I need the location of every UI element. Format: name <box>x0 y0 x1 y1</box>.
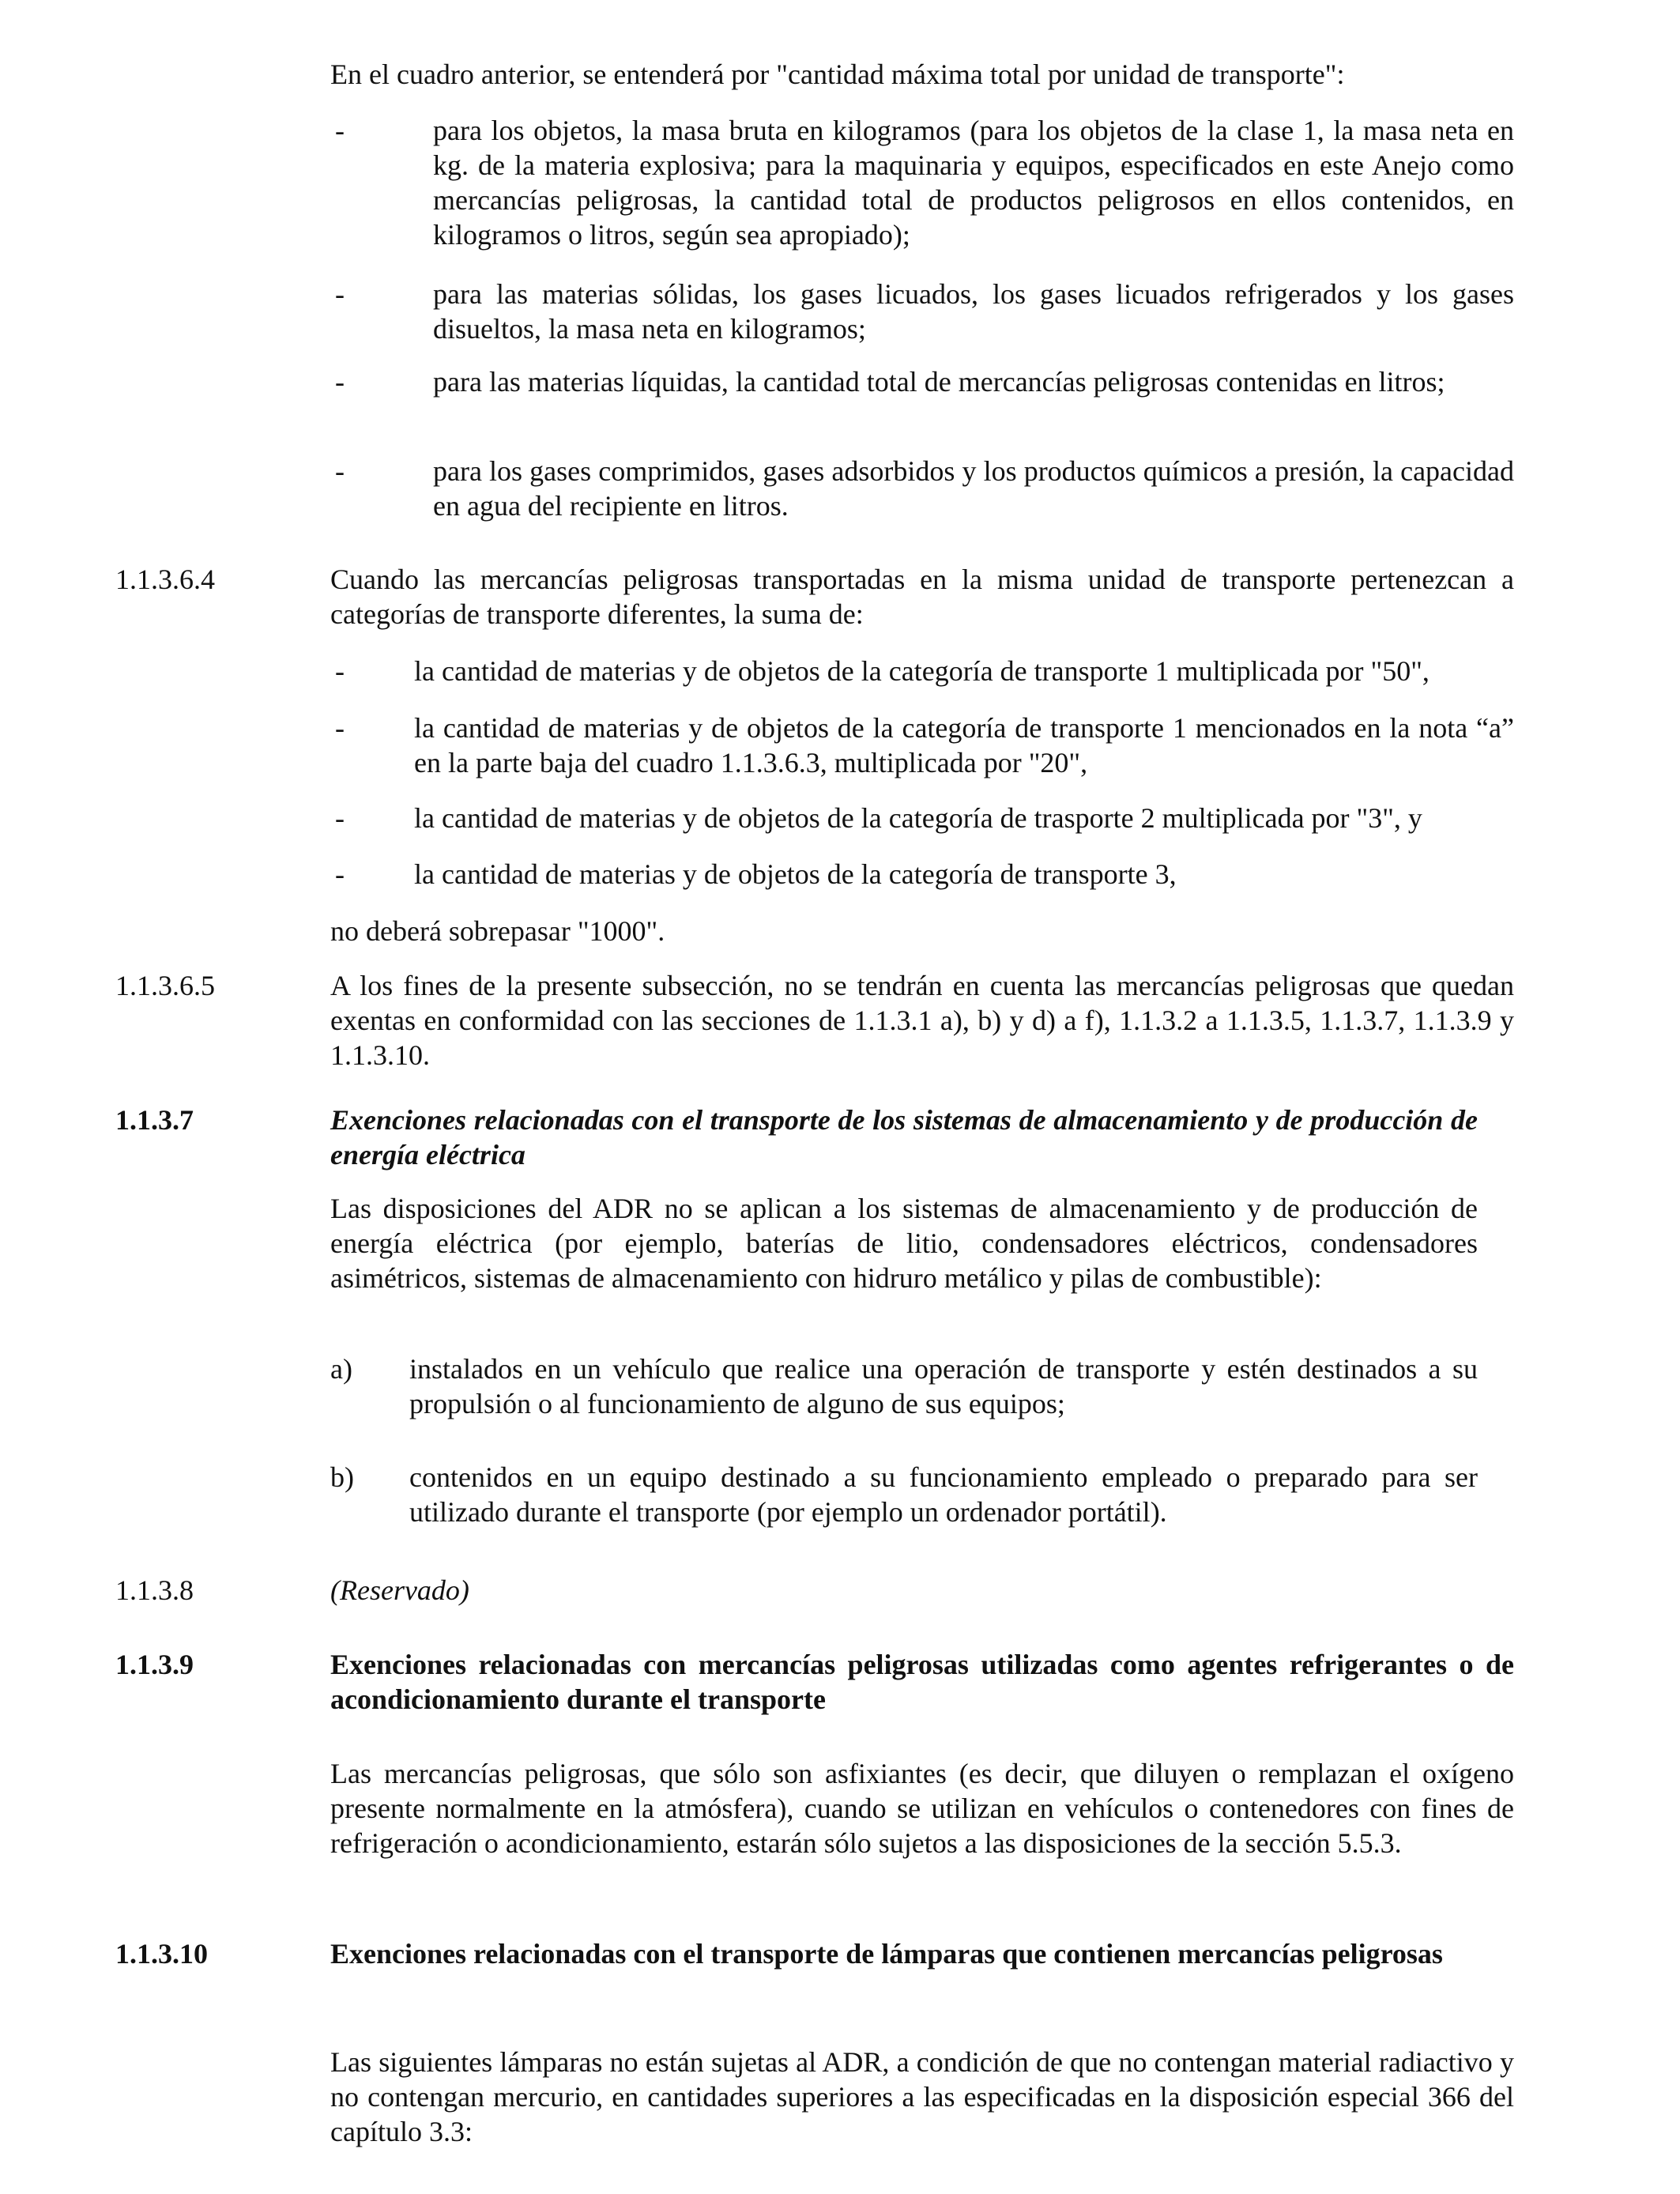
section-number: 1.1.3.10 <box>115 1938 208 1970</box>
list-item: la cantidad de materias y de objetos de la categoría de transporte 3, <box>414 858 1177 890</box>
section-heading: (Reservado) <box>330 1574 469 1606</box>
bullet-dash: - <box>335 278 345 310</box>
list-item: para los gases comprimidos, gases adsorbidos y los productos químicos a presión, la capacidad en agua del recipiente en litros. <box>433 455 1514 522</box>
list-item: para las materias sólidas, los gases licuados, los gases licuados refrigerados y los gases disueltos, la masa neta en kilogramos; <box>433 278 1514 345</box>
closing-text: no deberá sobrepasar "1000". <box>330 915 665 947</box>
bullet-dash: - <box>335 366 345 398</box>
section-heading: Exenciones relacionadas con mercancías peligrosas utilizadas como agentes refrigerantes o de acondicionamiento durante el transporte <box>330 1649 1514 1715</box>
bullet-dash: - <box>335 655 345 687</box>
section-text: Cuando las mercancías peligrosas transportadas en la misma unidad de transporte pertenezcan a categorías de transporte diferentes, la suma de: <box>330 564 1514 630</box>
list-item: instalados en un vehículo que realice una operación de transporte y estén destinados a su propulsión o al funcionamiento de alguno de sus equipos; <box>409 1353 1478 1419</box>
section-text: Las disposiciones del ADR no se aplican a los sistemas de almacenamiento y de producción de energía eléctrica (por ejemplo, baterías de litio, condensadores eléctricos, condensadores asimétricos, sistemas de almacenamiento con hidruro metálico y pilas de combustible): <box>330 1193 1478 1294</box>
list-item: para las materias líquidas, la cantidad total de mercancías peligrosas contenidas en litros; <box>433 366 1445 398</box>
bullet-dash: - <box>335 455 345 487</box>
list-item: la cantidad de materias y de objetos de la categoría de transporte 1 mencionados en la nota “a” en la parte baja del cuadro 1.1.3.6.3, multiplicada por "20", <box>414 712 1514 778</box>
list-item: para los objetos, la masa bruta en kilogramos (para los objetos de la clase 1, la masa neta en kg. de la materia explosiva; para la maquinaria y equipos, especificados en este Anejo como mercancías peligrosas, la cantidad total de productos peligrosos en ellos contenidos, en kilogramos o litros, según sea apropiado); <box>433 115 1514 251</box>
list-item: la cantidad de materias y de objetos de la categoría de trasporte 2 multiplicada por "3", y <box>414 802 1422 834</box>
item-label: a) <box>330 1353 352 1385</box>
section-text: Las siguientes lámparas no están sujetas al ADR, a condición de que no contengan material radiactivo y no contengan mercurio, en cantidades superiores a las especificadas en la disposición especial 366 del capítulo 3.3: <box>330 2046 1514 2147</box>
section-number: 1.1.3.7 <box>115 1104 194 1136</box>
item-label: b) <box>330 1461 354 1493</box>
section-number: 1.1.3.8 <box>115 1574 194 1606</box>
bullet-dash: - <box>335 858 345 890</box>
bullet-dash: - <box>335 115 345 146</box>
list-item: la cantidad de materias y de objetos de la categoría de transporte 1 multiplicada por "50", <box>414 655 1430 687</box>
bullet-dash: - <box>335 712 345 744</box>
intro-text: En el cuadro anterior, se entenderá por "cantidad máxima total por unidad de transporte": <box>330 58 1345 90</box>
section-number: 1.1.3.6.5 <box>115 970 215 1001</box>
section-heading: Exenciones relacionadas con el transporte de lámparas que contienen mercancías peligrosas <box>330 1938 1443 1970</box>
section-text: Las mercancías peligrosas, que sólo son asfixiantes (es decir, que diluyen o remplazan el oxígeno presente normalmente en la atmósfera), cuando se utilizan en vehículos o contenedores con fines de refrigeración o acondicionamiento, estarán sólo sujetos a las disposiciones de la sección 5.5.3. <box>330 1758 1514 1859</box>
section-heading: Exenciones relacionadas con el transporte de los sistemas de almacenamiento y de producción de energía eléctrica <box>330 1104 1478 1171</box>
list-item: contenidos en un equipo destinado a su funcionamiento empleado o preparado para ser utilizado durante el transporte (por ejemplo un ordenador portátil). <box>409 1461 1478 1528</box>
section-text: A los fines de la presente subsección, no se tendrán en cuenta las mercancías peligrosas que quedan exentas en conformidad con las secciones de 1.1.3.1 a), b) y d) a f), 1.1.3.2 a 1.1.3.5, 1.1.3.7, 1.1.3.9 y 1.1.3.10. <box>330 970 1514 1071</box>
bullet-dash: - <box>335 802 345 834</box>
section-number: 1.1.3.9 <box>115 1649 194 1680</box>
section-number: 1.1.3.6.4 <box>115 564 215 595</box>
